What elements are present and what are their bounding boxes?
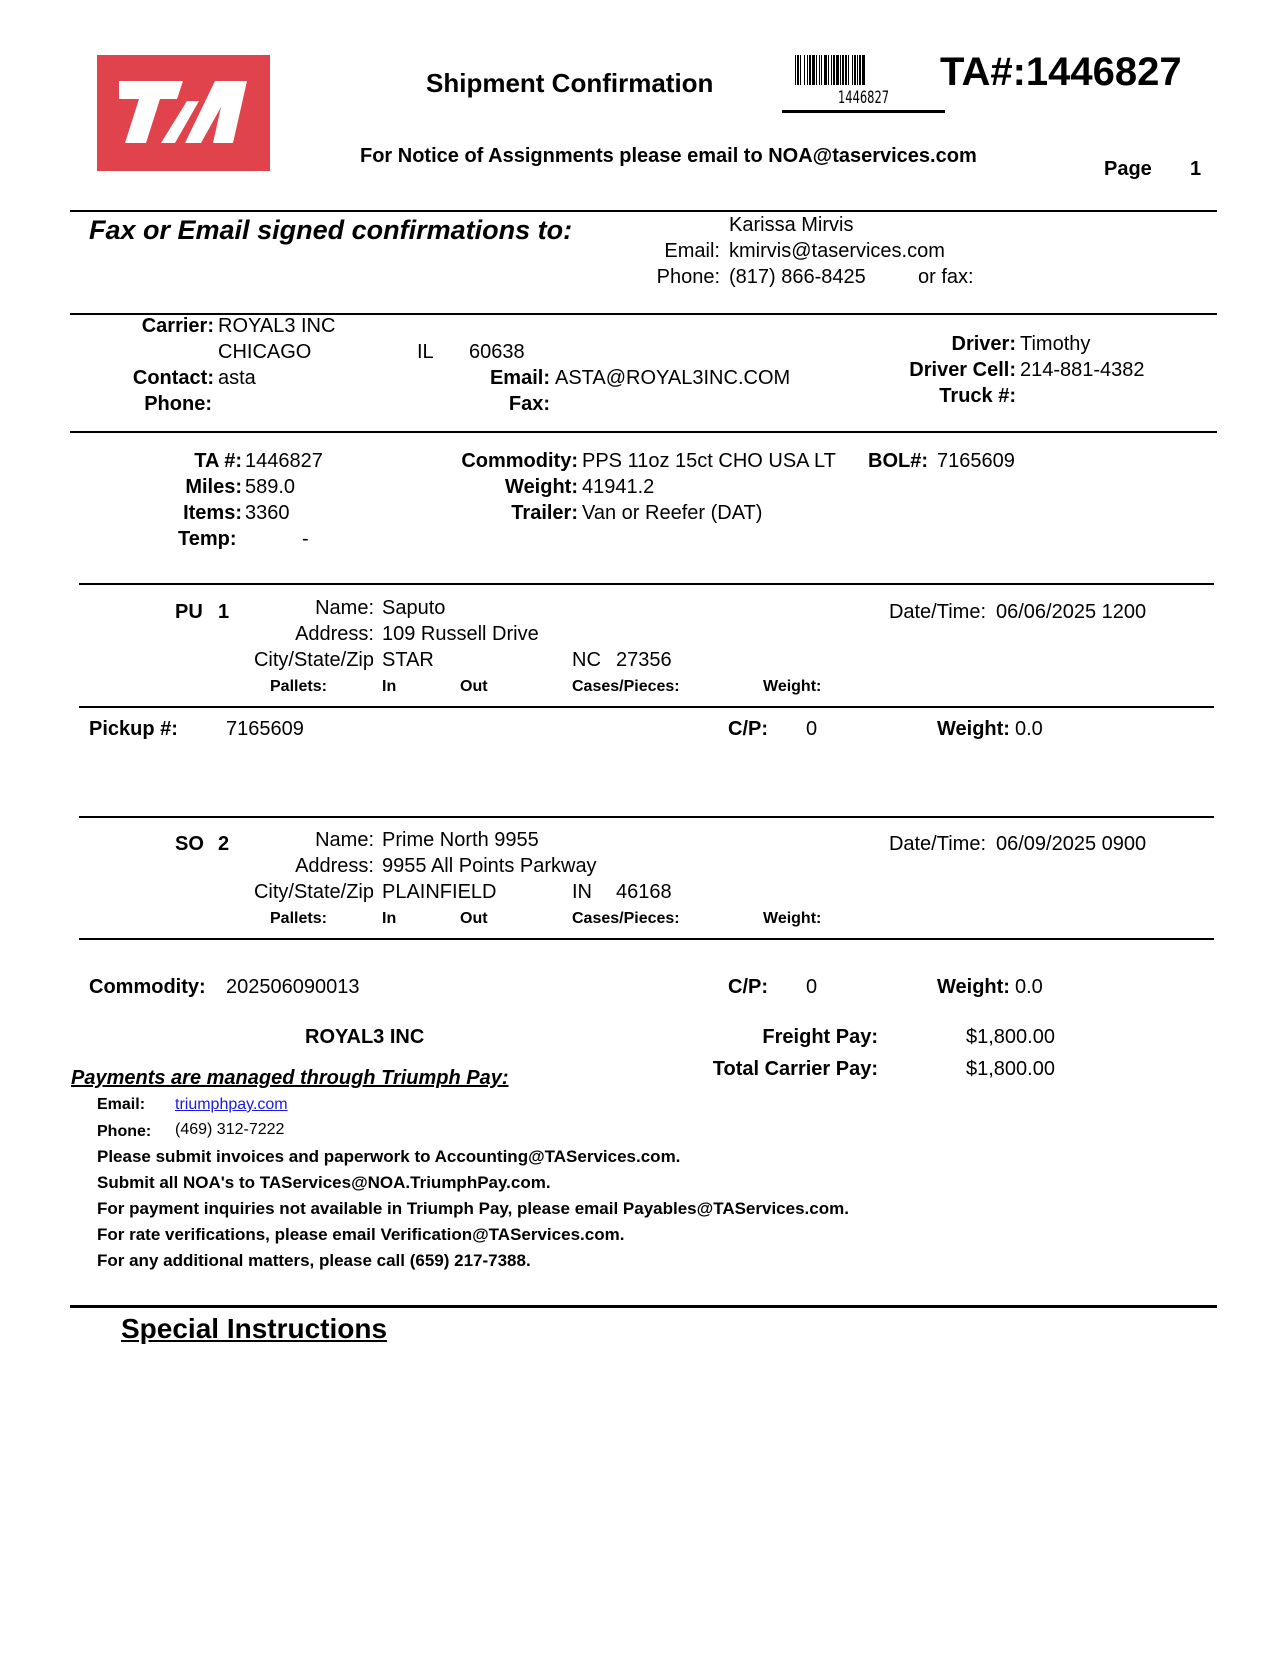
freight-pay-label: Freight Pay: [762, 1026, 878, 1048]
items-label: Items: [183, 502, 242, 524]
fax-phone: (817) 866-8425 [729, 266, 866, 288]
temp-label: Temp: [178, 528, 237, 550]
fax-email: kmirvis@taservices.com [729, 240, 945, 262]
cp-label: C/P: [728, 718, 768, 740]
carrier-label: Carrier: [141, 315, 214, 337]
stop-weight-label: Weight: [763, 678, 822, 695]
barcode [795, 55, 933, 85]
carrier-name: ROYAL3 INC [218, 315, 336, 337]
carrier-contact: asta [218, 367, 256, 389]
ta-label: TA #: [194, 450, 242, 472]
stop-address: 109 Russell Drive [382, 623, 539, 645]
pallets-label: Pallets: [270, 678, 327, 695]
freight-pay-value: $1,800.00 [966, 1026, 1055, 1048]
stop-commodity-label: Commodity: [89, 976, 206, 998]
out-label: Out [460, 678, 488, 695]
carrier-fax-label: Fax: [508, 393, 550, 415]
carrier-city: CHICAGO [218, 341, 312, 363]
payment-note: For any additional matters, please call (659) 217-7388. [97, 1251, 531, 1270]
cases-label: Cases/Pieces: [572, 910, 680, 927]
bol-label: BOL#: [868, 450, 928, 472]
stop-name-label: Name: [315, 597, 374, 619]
pay-carrier-name: ROYAL3 INC [305, 1026, 425, 1048]
divider [79, 583, 1214, 585]
commodity-value: PPS 11oz 15ct CHO USA LT [582, 450, 836, 472]
stop-commodity-value: 202506090013 [226, 976, 360, 998]
page-number: 1 [1190, 158, 1202, 180]
payments-phone-label: Phone: [97, 1123, 152, 1140]
carrier-zip: 60638 [469, 341, 525, 363]
stop-datetime: 06/06/2025 1200 [996, 601, 1147, 623]
stop-city: PLAINFIELD [382, 881, 497, 903]
stop-weight-label: Weight: [763, 910, 822, 927]
stop-datetime-label: Date/Time: [888, 601, 986, 623]
document-title: Shipment Confirmation [426, 68, 714, 98]
payments-phone: (469) 312-7222 [175, 1121, 285, 1138]
noa-notice: For Notice of Assignments please email to NOA@taservices.com [360, 145, 977, 167]
stop-state: IN [572, 881, 592, 903]
pickup-number-label: Pickup #: [89, 718, 178, 740]
stop-address-label: Address: [295, 855, 374, 877]
stop-address: 9955 All Points Parkway [382, 855, 597, 877]
divider [70, 210, 1217, 212]
stop-number: 1 [218, 601, 230, 623]
total-pay-value: $1,800.00 [966, 1058, 1055, 1080]
commodity-label: Commodity: [461, 450, 578, 472]
out-label: Out [460, 910, 488, 927]
truck-label: Truck #: [939, 385, 1016, 407]
stop-number: 2 [218, 833, 230, 855]
divider [70, 1305, 1217, 1308]
driver-cell-label: Driver Cell: [909, 359, 1016, 381]
in-label: In [382, 678, 397, 695]
stop-csz-label: City/State/Zip [253, 649, 374, 671]
stop-name: Prime North 9955 [382, 829, 539, 851]
items-value: 3360 [245, 502, 290, 524]
weight-label: Weight: [505, 476, 578, 498]
barcode-underline [782, 110, 945, 113]
fax-phone-label: Phone: [656, 266, 720, 288]
stop-datetime: 06/09/2025 0900 [996, 833, 1147, 855]
detail-weight: 0.0 [1015, 718, 1043, 740]
carrier-email: ASTA@ROYAL3INC.COM [555, 367, 791, 389]
divider [79, 706, 1214, 708]
detail-weight: 0.0 [1015, 976, 1043, 998]
driver-cell: 214-881-4382 [1020, 359, 1145, 381]
stop-address-label: Address: [295, 623, 374, 645]
carrier-phone-label: Phone: [144, 393, 212, 415]
stop-csz-label: City/State/Zip [253, 881, 374, 903]
triumphpay-link[interactable]: triumphpay.com [175, 1096, 288, 1113]
trailer-label: Trailer: [511, 502, 578, 524]
temp-value: - [302, 528, 309, 550]
divider [79, 816, 1214, 818]
stop-state: NC [572, 649, 601, 671]
payment-note: Please submit invoices and paperwork to Accounting@TAServices.com. [97, 1147, 681, 1166]
driver-label: Driver: [951, 333, 1016, 355]
bol-value: 7165609 [937, 450, 1015, 472]
detail-weight-label: Weight: [937, 718, 1010, 740]
weight-value: 41941.2 [582, 476, 655, 498]
detail-weight-label: Weight: [937, 976, 1010, 998]
pallets-label: Pallets: [270, 910, 327, 927]
stop-type: SO [175, 833, 204, 855]
barcode-number: 1446827 [838, 88, 890, 108]
fax-heading: Fax or Email signed confirmations to: [89, 215, 573, 245]
ta-logo-icon [97, 55, 270, 171]
fax-or-fax-label: or fax: [918, 266, 974, 288]
cp-value: 0 [806, 718, 818, 740]
driver-name: Timothy [1020, 333, 1091, 355]
carrier-email-label: Email: [489, 367, 550, 389]
payment-note: Submit all NOA's to TAServices@NOA.TriumphPay.com. [97, 1173, 551, 1192]
carrier-state: IL [417, 341, 434, 363]
stop-zip: 27356 [616, 649, 672, 671]
stop-zip: 46168 [616, 881, 672, 903]
payments-heading: Payments are managed through Triumph Pay: [71, 1067, 509, 1089]
cp-value: 0 [806, 976, 818, 998]
payment-note: For payment inquiries not available in Triumph Pay, please email Payables@TAServices.com. [97, 1199, 849, 1218]
ta-value: 1446827 [245, 450, 323, 472]
payment-note: For rate verifications, please email Verification@TAServices.com. [97, 1225, 625, 1244]
fax-email-label: Email: [664, 240, 720, 262]
miles-label: Miles: [185, 476, 242, 498]
pickup-number: 7165609 [226, 718, 304, 740]
ta-number-header: TA#:1446827 [940, 50, 1182, 94]
company-logo [97, 55, 270, 171]
stop-type: PU [175, 601, 203, 623]
stop-name-label: Name: [315, 829, 374, 851]
stop-city: STAR [382, 649, 434, 671]
fax-contact-name: Karissa Mirvis [729, 214, 854, 236]
special-instructions-heading: Special Instructions [121, 1313, 388, 1344]
cases-label: Cases/Pieces: [572, 678, 680, 695]
cp-label: C/P: [728, 976, 768, 998]
divider [70, 431, 1217, 433]
divider [79, 938, 1214, 940]
miles-value: 589.0 [245, 476, 296, 498]
stop-name: Saputo [382, 597, 446, 619]
contact-label: Contact: [132, 367, 214, 389]
page-label: Page [1104, 158, 1152, 180]
trailer-value: Van or Reefer (DAT) [582, 502, 763, 524]
in-label: In [382, 910, 397, 927]
stop-datetime-label: Date/Time: [888, 833, 986, 855]
total-pay-label: Total Carrier Pay: [712, 1058, 878, 1080]
payments-email-label: Email: [97, 1096, 146, 1113]
